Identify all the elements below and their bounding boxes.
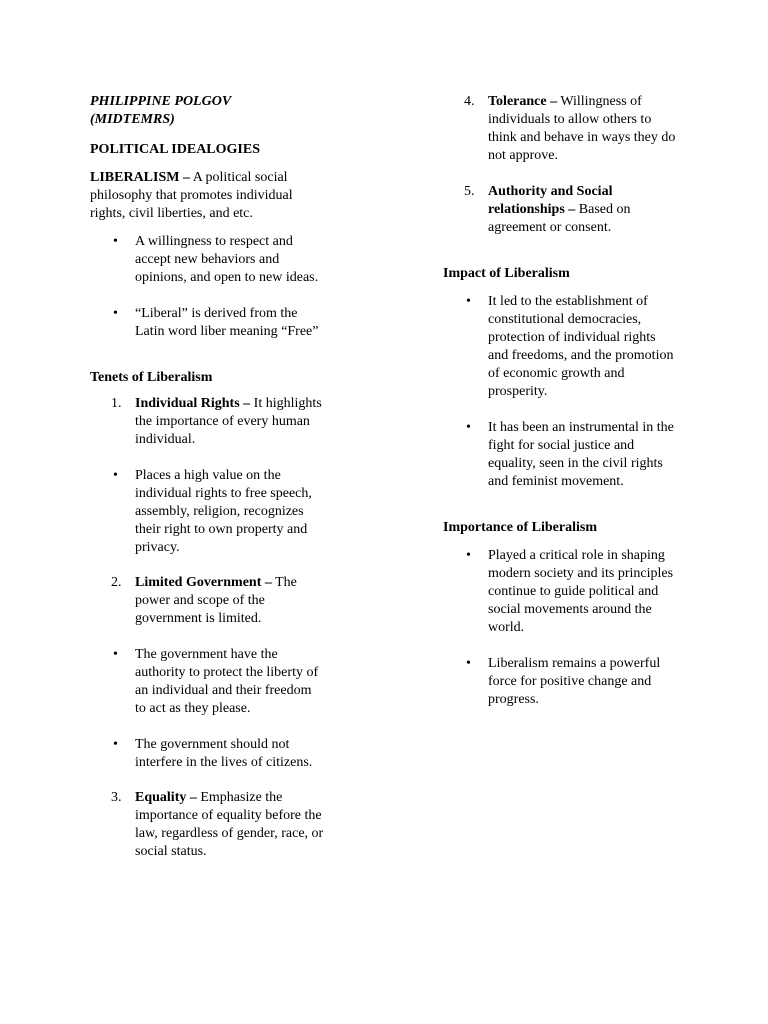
- list-item: [466, 419, 678, 491]
- tenet-item-2: [111, 574, 325, 628]
- list-item: [113, 305, 325, 341]
- tenet-item-4: [464, 93, 678, 165]
- number-marker: 1.: [111, 396, 122, 411]
- number-marker: 5.: [464, 184, 475, 199]
- bullet-marker: •: [466, 420, 471, 435]
- list-item: [113, 736, 325, 772]
- tenet-term: Limited Government –: [135, 575, 272, 590]
- tenet-def: Emphasize the importance of equality before the law, regardless of gender, race, or social status.: [135, 790, 324, 859]
- right-column: [443, 93, 683, 709]
- bullet-marker: •: [113, 234, 118, 249]
- bullet-text: It led to the establishment of constitutional democracies, protection of individual rights and freedoms, and the promotion of economic growth and prosperity.: [488, 294, 674, 399]
- tenet-term: Individual Rights –: [135, 396, 251, 411]
- bullet-marker: •: [113, 737, 118, 752]
- left-column: [90, 93, 330, 861]
- tenets-heading: Tenets of Liberalism: [90, 370, 213, 385]
- bullet-text: It has been an instrumental in the fight for social justice and equality, seen in the civil rights and feminist movement.: [488, 420, 674, 489]
- bullet-marker: •: [466, 294, 471, 309]
- bullet-text: “Liberal” is derived from the Latin word liber meaning “Free”: [135, 306, 319, 339]
- bullet-text: The government have the authority to protect the liberty of an individual and their freedom to act as they please.: [135, 647, 319, 716]
- title-line-2: (MIDTEMRS): [90, 112, 175, 127]
- bullet-text: Places a high value on the individual rights to free speech, assembly, religion, recognizes their right to own property and privacy.: [135, 468, 312, 555]
- tenet-def: Willingness of individuals to allow others to think and behave in ways they do not approve.: [488, 94, 676, 163]
- bullet-text: Liberalism remains a powerful force for positive change and progress.: [488, 656, 661, 707]
- bullet-text: Played a critical role in shaping modern society and its principles continue to guide political and social movements around the world.: [488, 548, 674, 635]
- list-item: [113, 467, 325, 557]
- bullet-marker: •: [113, 306, 118, 321]
- list-item: [466, 547, 678, 637]
- list-item: [466, 655, 678, 709]
- tenet-term: Equality –: [135, 790, 197, 805]
- number-marker: 2.: [111, 575, 122, 590]
- liberalism-definition: [90, 169, 330, 223]
- number-marker: 3.: [111, 790, 122, 805]
- tenet-item-3: [111, 789, 325, 861]
- tenet-def: The power and scope of the government is limited.: [135, 575, 297, 626]
- importance-heading: Importance of Liberalism: [443, 520, 597, 535]
- tenet-item-1: [111, 395, 325, 449]
- tenet-term: Tolerance –: [488, 94, 558, 109]
- number-marker: 4.: [464, 94, 475, 109]
- document-title: [90, 93, 330, 129]
- bullet-marker: •: [466, 548, 471, 563]
- impact-heading: Impact of Liberalism: [443, 266, 570, 281]
- tenet-def: Based on agreement or consent.: [488, 202, 631, 235]
- list-item: [113, 646, 325, 718]
- list-item: [113, 233, 325, 287]
- bullet-marker: •: [466, 656, 471, 671]
- bullet-marker: •: [113, 468, 118, 483]
- list-item: [466, 293, 678, 401]
- bullet-text: The government should not interfere in the lives of citizens.: [135, 737, 313, 770]
- tenet-def: It highlights the importance of every human individual.: [135, 396, 322, 447]
- tenet-item-5: [464, 183, 678, 237]
- tenet-term: Authority and Social relationships –: [488, 184, 613, 217]
- liberalism-def-text: A political social philosophy that promotes individual rights, civil liberties, and etc.: [90, 170, 293, 221]
- political-ideologies-heading: POLITICAL IDEALOGIES: [90, 142, 260, 157]
- title-line-1: PHILIPPINE POLGOV: [90, 94, 232, 109]
- bullet-marker: •: [113, 647, 118, 662]
- bullet-text: A willingness to respect and accept new behaviors and opinions, and open to new ideas.: [135, 234, 319, 285]
- liberalism-term: LIBERALISM –: [90, 170, 190, 185]
